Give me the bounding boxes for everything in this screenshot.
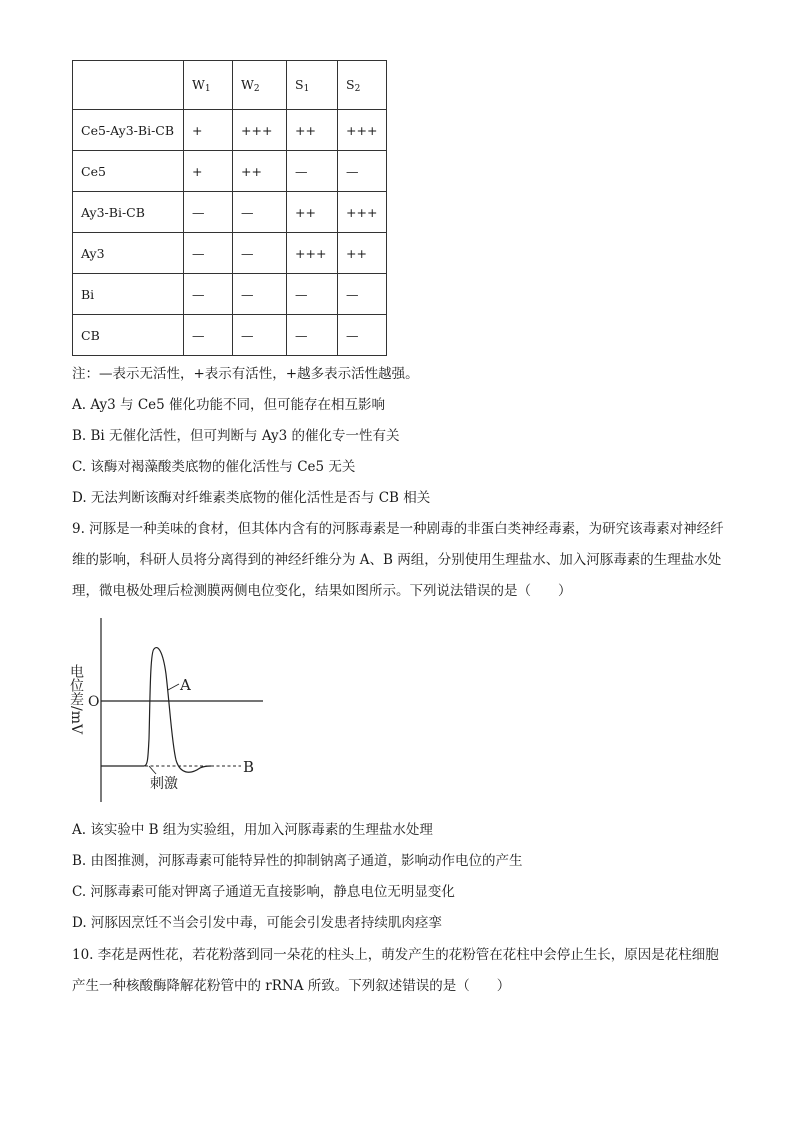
table-cell: — <box>233 315 287 356</box>
table-cell: +++ <box>287 233 338 274</box>
table-header-cell: $S_2$ <box>338 61 387 110</box>
table-cell: — <box>233 192 287 233</box>
curve-a-line <box>101 648 211 773</box>
table-cell: — <box>287 274 338 315</box>
table-row <box>73 233 387 274</box>
table-header-cell: $W_1$ <box>184 61 233 110</box>
table-cell: — <box>338 315 387 356</box>
table-cell: — <box>184 315 233 356</box>
q8-option-c: C. 该酶对褐藻酸类底物的催化活性与 Ce5 无关 <box>72 459 356 475</box>
q10-stem: 10. 李花是两性花，若花粉落到同一朵花的柱头上，萌发产生的花粉管在花柱中会停止生长，原因是花柱细胞产生一种核酸酶降解花粉管中的 rRNA 所致。下列叙述错误的是（ ） <box>72 947 719 994</box>
table-cell: — <box>287 315 338 356</box>
table-cell: + <box>184 110 233 151</box>
q9-option-a: A. 该实验中 B 组为实验组，用加入河豚毒素的生理盐水处理 <box>72 822 433 838</box>
table-header-cell <box>73 61 184 110</box>
table-row <box>73 110 387 151</box>
table-cell: — <box>184 274 233 315</box>
curve-a-label: A <box>180 676 191 694</box>
table-cell: ++ <box>338 233 387 274</box>
q9-stem: 9. 河豚是一种美味的食材，但其体内含有的河豚毒素是一种剧毒的非蛋白类神经毒素，为研究该毒素对神经纤维的影响，科研人员将分离得到的神经纤维分为 A、B 两组，分别使用生理盐水、加入河豚毒素的生理盐水处理，微电极处理后检测膜两侧电位变化，结果如图所示。下列说法错误的是（ ） <box>72 521 724 599</box>
zero-label: O <box>88 694 100 710</box>
table-row <box>73 151 387 192</box>
enzyme-activity-table <box>72 60 387 356</box>
q9-option-b: B. 由图推测，河豚毒素可能特异性的抑制钠离子通道，影响动作电位的产生 <box>72 853 523 869</box>
table-header-row <box>73 61 387 110</box>
table-row <box>73 192 387 233</box>
table-cell: +++ <box>338 110 387 151</box>
stimulus-label: 刺激 <box>150 776 178 792</box>
y-axis-label: 电位差/mV <box>68 664 84 735</box>
table-header-cell: $W_2$ <box>233 61 287 110</box>
table-row <box>73 315 387 356</box>
table-cell: + <box>184 151 233 192</box>
table-cell: — <box>287 151 338 192</box>
table-cell: Ce5-Ay3-Bi-CB <box>73 110 184 151</box>
table-cell: Ay3-Bi-CB <box>73 192 184 233</box>
table-row <box>73 274 387 315</box>
q8-option-d: D. 无法判断该酶对纤维素类底物的催化活性是否与 CB 相关 <box>72 490 431 506</box>
table-cell: — <box>233 274 287 315</box>
table-cell: +++ <box>338 192 387 233</box>
q9-option-c: C. 河豚毒素可能对钾离子通道无直接影响，静息电位无明显变化 <box>72 884 455 900</box>
table-cell: — <box>184 192 233 233</box>
q8-option-a: A. Ay3 与 Ce5 催化功能不同，但可能存在相互影响 <box>72 397 386 413</box>
table-cell: ++ <box>287 192 338 233</box>
table-cell: Bi <box>73 274 184 315</box>
table-note: 注：—表示无活性，+表示有活性，+越多表示活性越强。 <box>72 366 419 382</box>
curve-a-leader <box>168 684 179 690</box>
table-cell: ++ <box>287 110 338 151</box>
table-cell: — <box>338 151 387 192</box>
table-cell: CB <box>73 315 184 356</box>
table-cell: — <box>338 274 387 315</box>
table-cell: Ay3 <box>73 233 184 274</box>
table-cell: — <box>233 233 287 274</box>
table-cell: Ce5 <box>73 151 184 192</box>
curve-b-label: B <box>243 758 255 776</box>
q9-option-d: D. 河豚因烹饪不当会引发中毒，可能会引发患者持续肌肉痉挛 <box>72 915 442 931</box>
membrane-potential-graph <box>66 614 276 806</box>
q8-option-b: B. Bi 无催化活性，但可判断与 Ay3 的催化专一性有关 <box>72 428 400 444</box>
table-cell: ++ <box>233 151 287 192</box>
stimulus-pointer <box>149 766 156 774</box>
table-cell: +++ <box>233 110 287 151</box>
table-header-cell: $S_1$ <box>287 61 338 110</box>
table-cell: — <box>184 233 233 274</box>
